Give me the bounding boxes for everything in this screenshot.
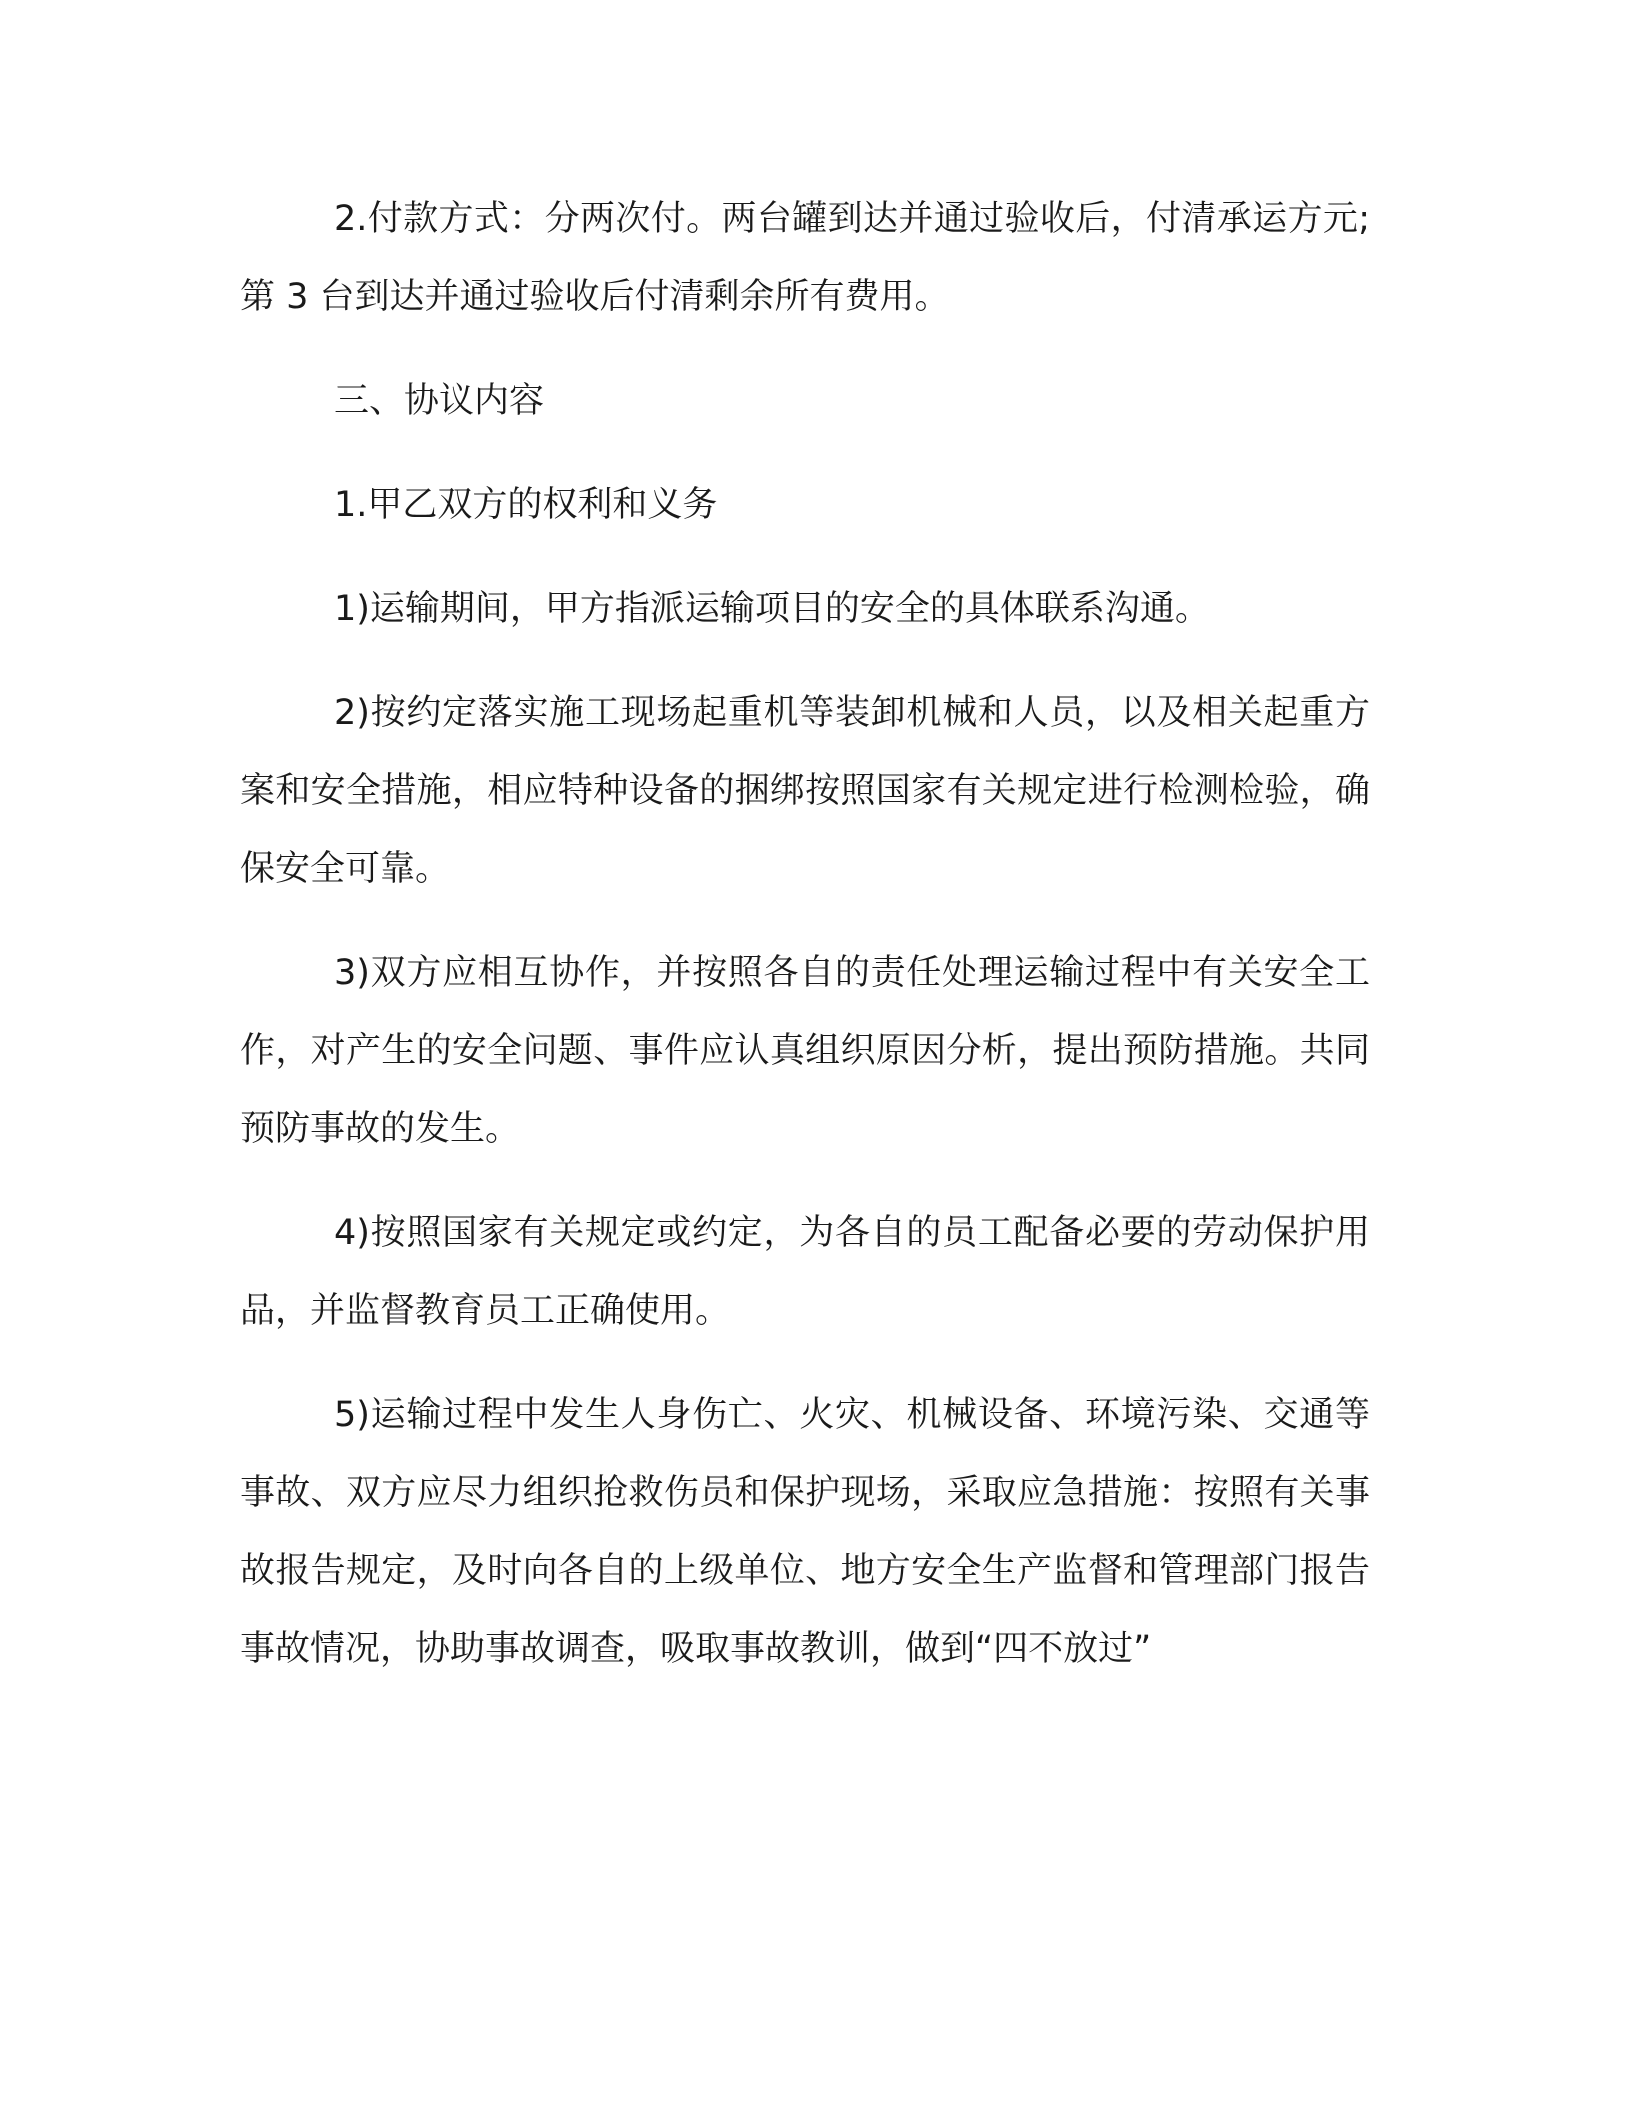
- document-body: [240, 180, 1370, 1714]
- section-heading-agreement-content: 三、协议内容: [334, 381, 545, 421]
- paragraph-payment-method: 2.付款方式：分两次付。两台罐到达并通过验收后，付清承运方元;第 3 台到达并通过验收后付清剩余所有费用。: [240, 199, 1370, 317]
- subheading-rights-obligations: 1.甲乙双方的权利和义务: [334, 485, 718, 525]
- paragraph-item-3: 3)双方应相互协作，并按照各自的责任处理运输过程中有关安全工作，对产生的安全问题、事件应认真组织原因分析，提出预防措施。共同预防事故的发生。: [240, 953, 1370, 1149]
- paragraph-item-1: 1)运输期间，甲方指派运输项目的安全的具体联系沟通。: [334, 589, 1210, 629]
- paragraph-item-4: 4)按照国家有关规定或约定，为各自的员工配备必要的劳动保护用品，并监督教育员工正确使用。: [240, 1213, 1370, 1331]
- paragraph-item-5: 5)运输过程中发生人身伤亡、火灾、机械设备、环境污染、交通等事故、双方应尽力组织抢救伤员和保护现场，采取应急措施：按照有关事故报告规定，及时向各自的上级单位、地方安全生产监督和管理部门报告事故情况，协助事故调查，吸取事故教训，做到“四不放过”: [240, 1395, 1370, 1669]
- paragraph-item-2: 2)按约定落实施工现场起重机等装卸机械和人员，以及相关起重方案和安全措施，相应特种设备的捆绑按照国家有关规定进行检测检验，确保安全可靠。: [240, 693, 1370, 889]
